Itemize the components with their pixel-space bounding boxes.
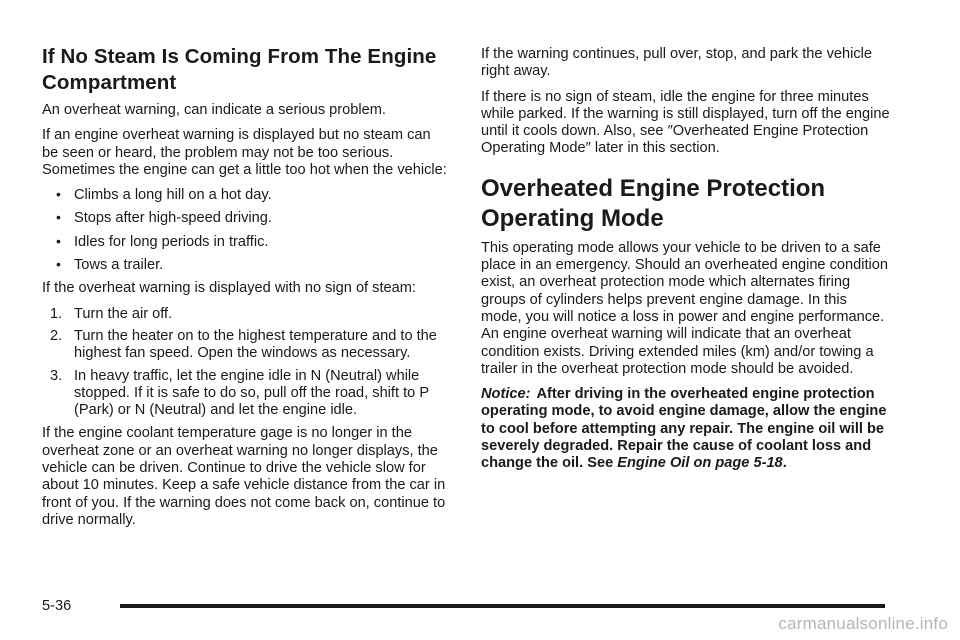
step-text: In heavy traffic, let the engine idle in N (Neutral) while stopped. If it is safe to do so, pull off the road, shift to P (Park) or N (Neutral) and let the engine idle. — [74, 367, 429, 419]
bullet-icon: • — [56, 232, 61, 249]
cross-reference-link[interactable]: Engine Oil on page 5-18 — [617, 455, 783, 472]
notice-text: After driving in the overheated engine protection operating mode, to avoid engine damage, allow the engine to cool before attempting any repair. The engine oil will be severely degraded. Repair the cause of coolant loss and change the oil. See — [481, 386, 887, 472]
step-number: 3. — [50, 367, 63, 384]
page-number: 5-36 — [42, 598, 72, 614]
paragraph: If there is no sign of steam, idle the engine for three minutes while parked. If the warning is still displayed, turn off the engine until it cools down. Also, see ″Overheated Engine Protection Operating Mode″ later in this section. — [481, 88, 890, 157]
list-item-text: Stops after high-speed driving. — [74, 210, 272, 227]
list-item — [42, 368, 447, 420]
list-item-text: Climbs a long hill on a hot day. — [74, 187, 272, 204]
notice-block — [481, 386, 891, 472]
paragraph: This operating mode allows your vehicle to be driven to a safe place in an emergency. Should an overheated engine condition exist, an overheat protection mode which alternates firing groups of cylinders helps prevent engine damage. In this mode, you will notice a loss in power and engine performance. An engine overheat warning will indicate that an overheat condition exists. Driving extended miles (km) and/or towing a trailer in the overheat protection mode should be avoided. — [481, 239, 889, 377]
list-item — [42, 306, 447, 323]
bullet-icon: • — [56, 256, 61, 273]
step-text: Turn the heater on to the highest temperature and to the highest fan speed. Open the windows as necessary. — [74, 327, 437, 362]
list-item — [42, 210, 447, 227]
paragraph: If the warning continues, pull over, stop, and park the vehicle right away. — [481, 46, 873, 80]
paragraph: If an engine overheat warning is displayed but no steam can be seen or heard, the problem may not be too serious. Sometimes the engine can get a little too hot when the vehicle: — [42, 127, 447, 178]
list-item-text: Tows a trailer. — [74, 257, 164, 274]
paragraph: If the engine coolant temperature gage is no longer in the overheat zone or an overheat warning no longer displays, the vehicle can be driven. Continue to drive the vehicle slow for about 10 minutes. Keep a safe vehicle distance from the car in front of you. If the warning does not come back on, continue to drive normally. — [42, 425, 446, 528]
left-column — [42, 44, 447, 537]
right-column — [481, 46, 891, 481]
list-item-text: Idles for long periods in traffic. — [74, 233, 269, 250]
bullet-icon: • — [56, 209, 61, 226]
bullet-icon: • — [56, 186, 61, 203]
watermark: carmanualsonline.info — [778, 614, 948, 633]
numbered-list — [42, 306, 447, 420]
section-heading-protection-mode: Overheated Engine Protection Operating Mode — [481, 174, 826, 232]
notice-label: Notice: — [481, 386, 531, 403]
bullet-list — [42, 187, 447, 274]
section-heading-no-steam: If No Steam Is Coming From The Engine Compartment — [42, 45, 437, 94]
step-number: 2. — [50, 327, 63, 344]
list-item — [42, 328, 447, 363]
step-number: 1. — [50, 305, 63, 322]
list-item — [42, 234, 447, 251]
list-item — [42, 187, 447, 204]
footer-divider — [120, 604, 885, 608]
list-item — [42, 257, 447, 274]
notice-end: . — [782, 455, 787, 472]
paragraph: An overheat warning, can indicate a serious problem. — [42, 102, 386, 118]
paragraph: If the overheat warning is displayed with no sign of steam: — [42, 280, 416, 297]
step-text: Turn the air off. — [74, 305, 173, 322]
